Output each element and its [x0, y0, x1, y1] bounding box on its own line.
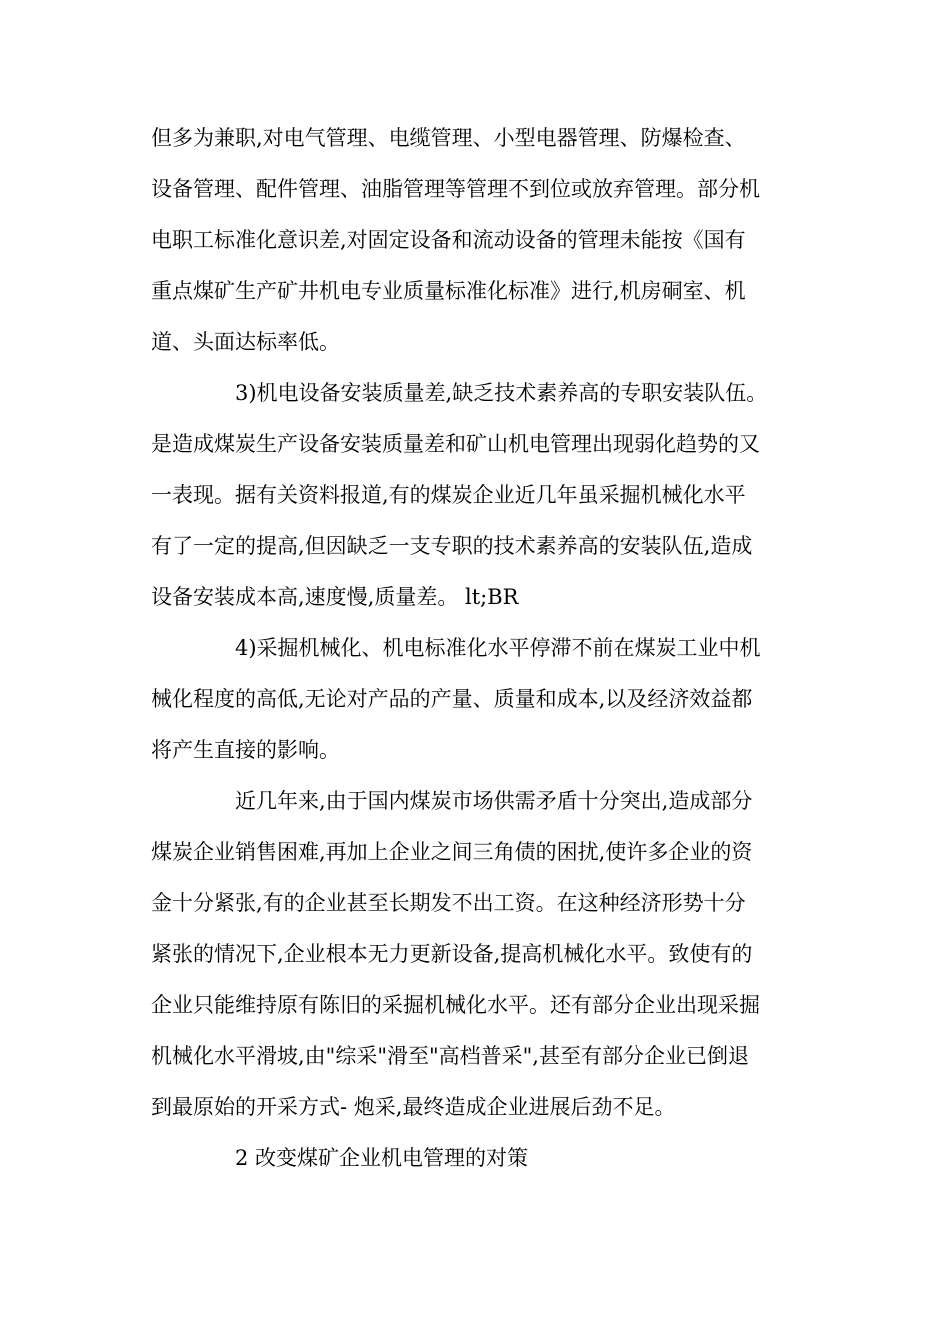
text-line: 但多为兼职,对电气管理、电缆管理、小型电器管理、防爆检查、: [151, 126, 746, 150]
text-line: 重点煤矿生产矿井机电专业质量标准化标准》进行,机房硐室、机: [151, 279, 746, 303]
text-line-indented: 3)机电设备安装质量差,缺乏技术素养高的专职安装队伍。: [235, 381, 768, 405]
document-body: [151, 113, 801, 1184]
text-line-indented: 4)采掘机械化、机电标准化水平停滞不前在煤炭工业中机: [235, 636, 761, 660]
text-line: 煤炭企业销售困难,再加上企业之间三角债的困扰,使许多企业的资: [151, 840, 753, 864]
text-line-indented: 近几年来,由于国内煤炭市场供需矛盾十分突出,造成部分: [235, 789, 753, 813]
paragraph-2: [151, 368, 801, 623]
text-line: 有了一定的提高,但因缺乏一支专职的技术素养高的安装队伍,造成: [151, 534, 753, 558]
text-line: 紧张的情况下,企业根本无力更新设备,提高机械化水平。致使有的: [151, 942, 753, 966]
text-line: 械化程度的高低,无论对产品的产量、质量和成本,以及经济效益都: [151, 687, 753, 711]
text-line: 设备安装成本高,速度慢,质量差。 lt;BR: [151, 585, 519, 609]
paragraph-1: [151, 113, 801, 368]
text-line: 企业只能维持原有陈旧的采掘机械化水平。还有部分企业出现采掘: [151, 993, 760, 1017]
text-line: 机械化水平滑坡,由"综采"滑至"高档普采",甚至有部分企业已倒退: [151, 1044, 749, 1068]
text-line: 金十分紧张,有的企业甚至长期发不出工资。在这种经济形势十分: [151, 891, 746, 915]
text-line: 到最原始的开采方式- 炮采,最终造成企业进展后劲不足。: [151, 1095, 676, 1119]
paragraph-3: [151, 623, 801, 776]
section-heading-text: 2 改变煤矿企业机电管理的对策: [235, 1146, 529, 1170]
text-line: 道、头面达标率低。: [151, 330, 340, 354]
text-line: 电职工标准化意识差,对固定设备和流动设备的管理未能按《国有: [151, 228, 746, 252]
text-line: 一表现。据有关资料报道,有的煤炭企业近几年虽采掘机械化水平: [151, 483, 746, 507]
text-line: 是造成煤炭生产设备安装质量差和矿山机电管理出现弱化趋势的又: [151, 432, 760, 456]
section-heading: [151, 1133, 801, 1184]
text-line: 设备管理、配件管理、油脂管理等管理不到位或放弃管理。部分机: [151, 177, 760, 201]
paragraph-4: [151, 776, 801, 1133]
text-line: 将产生直接的影响。: [151, 738, 340, 762]
